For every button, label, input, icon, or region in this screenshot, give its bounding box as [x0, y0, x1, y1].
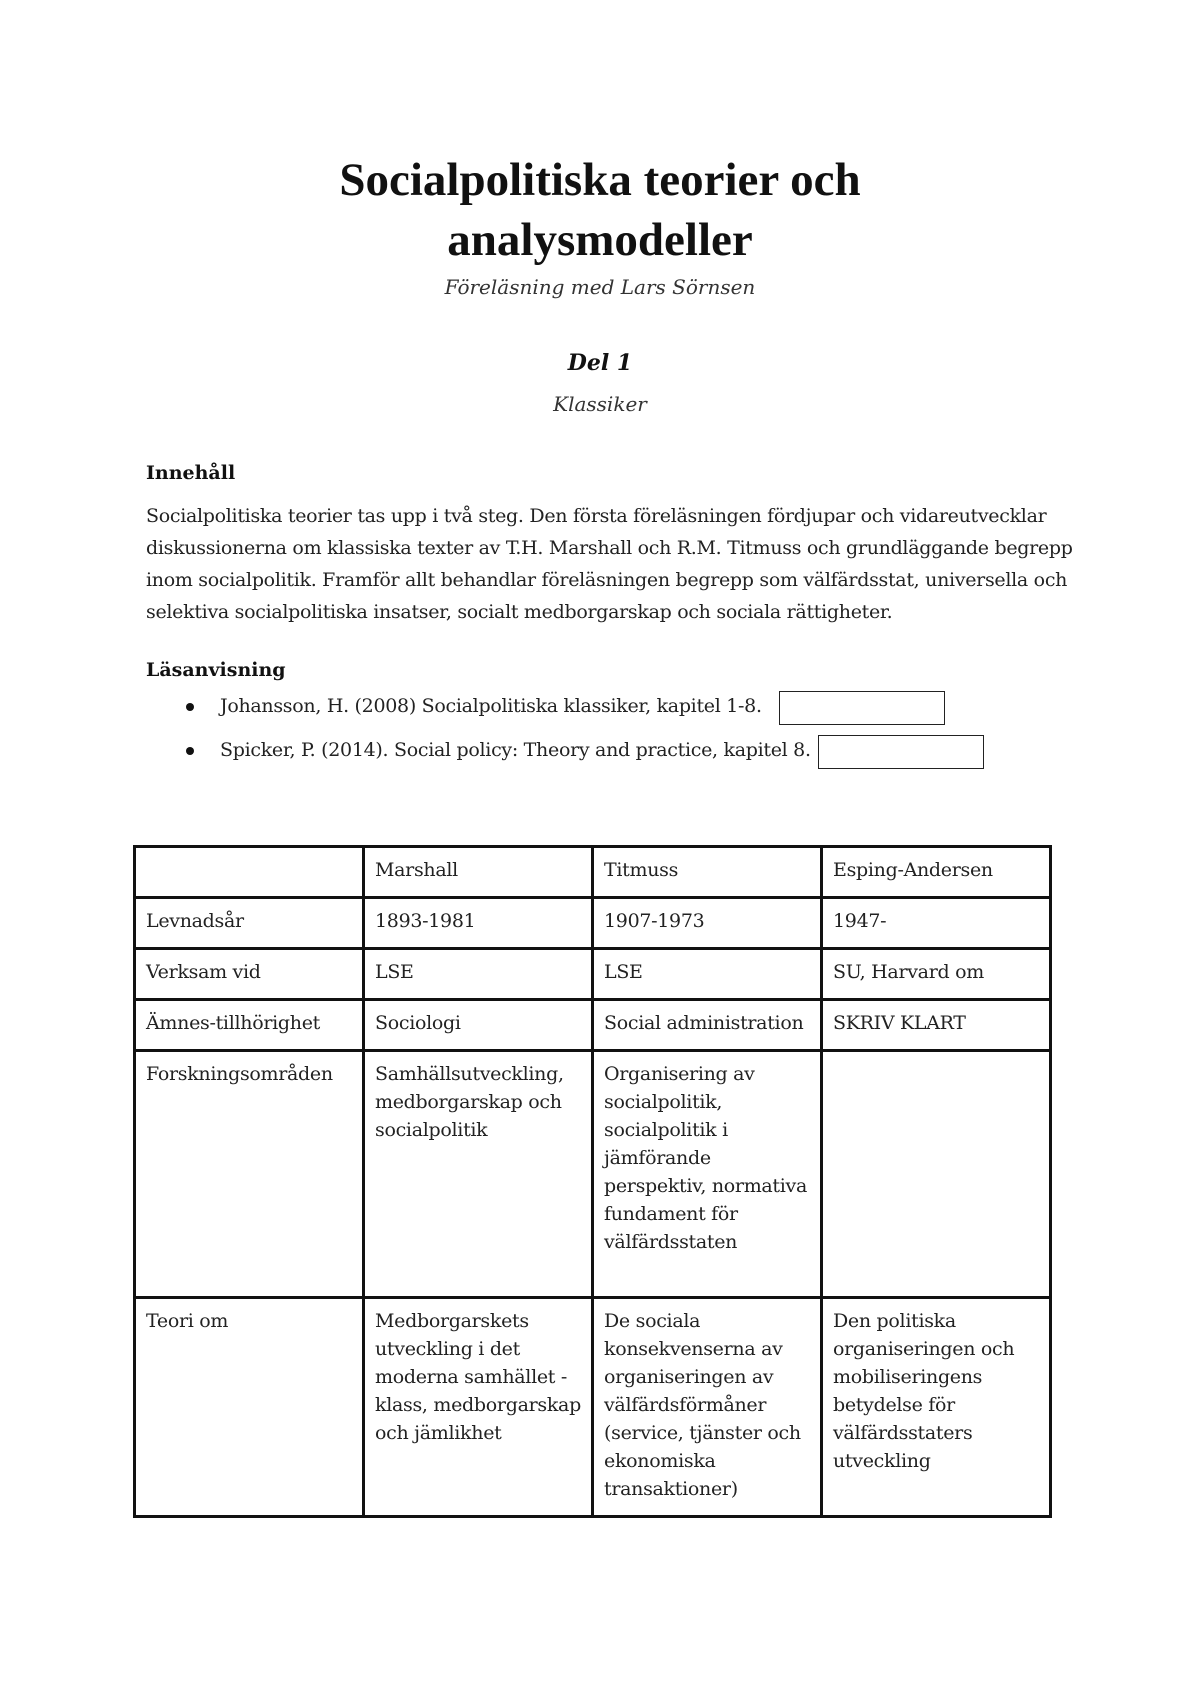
- table-row: [135, 949, 1051, 1000]
- reading-item: [146, 737, 1076, 781]
- row-label-cell: Teori om: [135, 1298, 364, 1517]
- empty-text-box[interactable]: [818, 735, 984, 769]
- row-label-cell: Forskningsområden: [135, 1051, 364, 1298]
- table-header-cell: Titmuss: [593, 847, 822, 898]
- table-header-row: [135, 847, 1051, 898]
- reading-heading: Läsanvisning: [146, 659, 286, 681]
- bullet-icon: [186, 703, 194, 711]
- comparison-table: [133, 845, 1052, 1518]
- reading-item-text: Spicker, P. (2014). Social policy: Theory and practice, kapitel 8.: [220, 739, 811, 761]
- table-header-cell: [135, 847, 364, 898]
- table-cell: LSE: [593, 949, 822, 1000]
- row-label-cell: Levnadsår: [135, 898, 364, 949]
- table-header-cell: Esping-Andersen: [822, 847, 1051, 898]
- table-cell: [822, 1051, 1051, 1298]
- table-cell: De sociala konsekvenserna av organiseringen av välfärdsförmåner (service, tjänster och ekonomiska transaktioner): [593, 1298, 822, 1517]
- row-label-cell: Ämnes-tillhörighet: [135, 1000, 364, 1051]
- table-cell: 1907-1973: [593, 898, 822, 949]
- content-heading: Innehåll: [146, 462, 236, 484]
- table-cell: Den politiska organiseringen och mobiliseringens betydelse för välfärdsstaters utveckling: [822, 1298, 1051, 1517]
- table-cell: Medborgarskets utveckling i det moderna samhället - klass, medborgarskap och jämlikhet: [364, 1298, 593, 1517]
- table-row: [135, 1000, 1051, 1051]
- table-cell: SU, Harvard om: [822, 949, 1051, 1000]
- table-row: [135, 1298, 1051, 1517]
- document-title: [0, 150, 1200, 270]
- title-line-2: analysmodeller: [447, 214, 753, 266]
- title-line-1: Socialpolitiska teorier och: [339, 154, 861, 206]
- content-paragraph: Socialpolitiska teorier tas upp i två steg. Den första föreläsningen fördjupar och vidareutvecklar diskussionerna om klassiska texter av T.H. Marshall och R.M. Titmuss och grundläggande begrepp inom socialpolitik. Framför allt behandlar föreläsningen begrepp som välfärdsstat, universella och selektiva socialpolitiska insatser, socialt medborgarskap och sociala rättigheter.: [146, 505, 1073, 623]
- table-cell: SKRIV KLART: [822, 1000, 1051, 1051]
- table-cell: Organisering av socialpolitik, socialpolitik i jämförande perspektiv, normativa fundament för välfärdsstaten: [593, 1051, 822, 1298]
- table-cell: 1947-: [822, 898, 1051, 949]
- part-subheading: Klassiker: [553, 392, 647, 416]
- reading-item: [146, 693, 1076, 737]
- bullet-icon: [186, 747, 194, 755]
- empty-text-box[interactable]: [779, 691, 945, 725]
- reading-item-text: Johansson, H. (2008) Socialpolitiska klassiker, kapitel 1-8.: [220, 695, 762, 717]
- lecture-subtitle: Föreläsning med Lars Sörnsen: [444, 275, 756, 299]
- reading-list: [146, 693, 1076, 781]
- table-header-cell: Marshall: [364, 847, 593, 898]
- table-cell: Sociologi: [364, 1000, 593, 1051]
- table-row: [135, 898, 1051, 949]
- table-row: [135, 1051, 1051, 1298]
- table-cell: Samhällsutveckling, medborgarskap och socialpolitik: [364, 1051, 593, 1298]
- row-label-cell: Verksam vid: [135, 949, 364, 1000]
- table-cell: 1893-1981: [364, 898, 593, 949]
- table-cell: LSE: [364, 949, 593, 1000]
- part-heading: Del 1: [567, 350, 633, 376]
- table-cell: Social administration: [593, 1000, 822, 1051]
